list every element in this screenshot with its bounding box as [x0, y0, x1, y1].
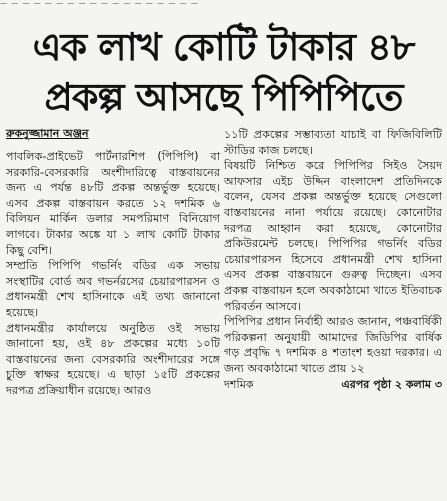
- paragraph: পিপিপির প্রধান নির্বাহী আরও জানান, পঞ্চবার্ষিকী পরিকল্পনা অনুযায়ী আমাদের জিডিপির বার্ষিক গড় প্রবৃদ্ধি ৭ দশমিক ৪ শতাংশ হওয়া দরকার। এ জন্য অবকাঠামো খাতে প্রায় ১২: [224, 315, 442, 375]
- headline-line-1: এক লাখ কোটি টাকার ৪৮: [32, 25, 415, 69]
- top-strip: — — — — — — — — — — — — — — — — — —: [0, 0, 199, 6]
- paragraph: বিষয়টি নিশ্চিত করে পিপিপির সিইও সৈয়দ আফসার এইচ উদ্দিন বাংলাদেশ প্রতিদিনকে বলেন, যেসব প্রকল্প অন্তর্ভুক্ত হয়েছে সেগুলো বাস্তবায়নের নানা পর্যায়ে রয়েছে। কোনোটার দরপত্র আহ্বান করা হয়েছে, কোনোটার প্রকিউরমেন্ট চলছে। পিপিপির গভর্নিং বডির চেয়ারপারসন হিসেবে প্রধানমন্ত্রী শেখ হাসিনা এসব প্রকল্প বাস্তবায়নে গুরুত্ব দিচ্ছেন। এসব প্রকল্প বাস্তবায়ন হলে অবকাঠামো খাতে ইতিবাচক পরিবর্তন আসবে।: [224, 159, 442, 313]
- paragraph: প্রধানমন্ত্রীর কার্যালয়ে অনুষ্ঠিত ওই সভায় জানানো হয়, ওই ৪৮ প্রকল্পের মধ্যে ১০টি বাস্তবায়নের জন্য বেসরকারি অংশীদারের সঙ্গে চুক্তি স্বাক্ষর হয়েছে। এ ছাড়া ১৫টি প্রকল্পের দরপত্র প্রক্রিয়াধীন রয়েছে। আরও: [6, 321, 220, 397]
- column-footer: [224, 377, 442, 393]
- byline: রুকনুজ্জামান অঞ্জন: [6, 127, 89, 140]
- paragraph: সম্প্রতি পিপিপি গভর্নিং বডির এক সভায় সংস্থাটির বোর্ড অব গভর্নরসের চেয়ারপারসন ও প্রধানমন্ত্রী শেখ হাসিনাকে এই তথ্য জানানো হয়েছে।: [6, 259, 220, 319]
- article-column-left: [6, 149, 220, 399]
- paragraph-tail: দশমিক: [224, 377, 254, 391]
- paragraph: ১১টি প্রকল্পের সম্ভাব্যতা যাচাই বা ফিজিবিলিটি স্টাডির কাজ চলছে।: [224, 128, 442, 157]
- headline-line-2: প্রকল্প আসছে পিপিপিতে: [44, 75, 403, 119]
- paragraph: পাবলিক-প্রাইভেট পার্টনারশিপ (পিপিপি) বা সরকারি-বেসরকারি অংশীদারিত্বে বাস্তবায়নের জন্য এ পর্যন্ত ৪৮টি প্রকল্প অন্তর্ভুক্ত হয়েছে। এসব প্রকল্প বাস্তবায়ন করতে ১২ দশমিক ৬ বিলিয়ন মার্কিন ডলার সমপরিমাণ বিনিয়োগ লাগবে। টাকার অঙ্কে যা ১ লাখ কোটি টাকার কিছু বেশি।: [6, 150, 220, 257]
- continuation-reference: এরপর পৃষ্ঠা ২ কলাম ৩: [341, 377, 442, 391]
- article-column-right: [224, 127, 442, 392]
- headline: [0, 22, 447, 122]
